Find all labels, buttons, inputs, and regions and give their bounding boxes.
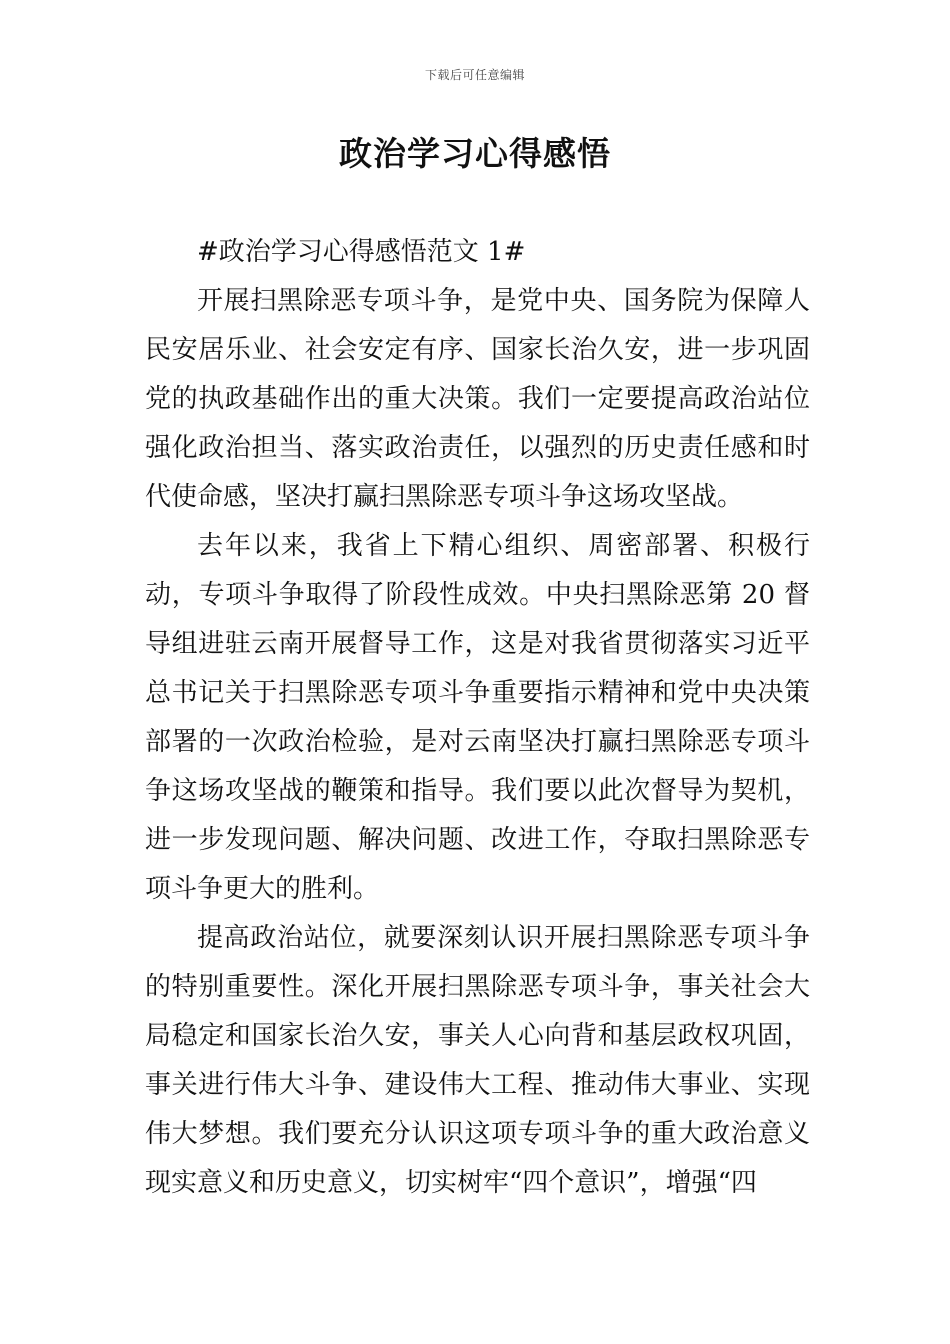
document-title: 政治学习心得感悟: [339, 134, 611, 173]
paragraph-1: 开展扫黑除恶专项斗争，是党中央、国务院为保障人民安居乐业、社会安定有序、国家长治久安，进一步巩固党的执政基础作出的重大决策。我们一定要提高政治站位强化政治担当、落实政治责任，以强烈的历史责任感和时代使命感，坚决打赢扫黑除恶专项斗争这场攻坚战。: [145, 286, 810, 512]
page-header-note: 下载后可任意编辑: [424, 68, 525, 82]
section-subtitle: #政治学习心得感悟范文 1#: [197, 237, 526, 267]
document-body: [145, 228, 810, 1208]
paragraph-2: 去年以来，我省上下精心组织、周密部署、积极行动，专项斗争取得了阶段性成效。中央扫黑除恶第 20 督导组进驻云南开展督导工作，这是对我省贯彻落实习近平总书记关于扫黑除恶专项斗争重要指示精神和党中央决策部署的一次政治检验，是对云南坚决打赢扫黑除恶专项斗争这场攻坚战的鞭策和指导。我们要以此次督导为契机，进一步发现问题、解决问题、改进工作，夺取扫黑除恶专项斗争更大的胜利。: [145, 531, 810, 904]
paragraph-3: 提高政治站位，就要深刻认识开展扫黑除恶专项斗争的特别重要性。深化开展扫黑除恶专项斗争，事关社会大局稳定和国家长治久安，事关人心向背和基层政权巩固，事关进行伟大斗争、建设伟大工程、推动伟大事业、实现伟大梦想。我们要充分认识这项专项斗争的重大政治意义现实意义和历史意义，切实树牢“四个意识”，增强“四: [145, 923, 810, 1198]
